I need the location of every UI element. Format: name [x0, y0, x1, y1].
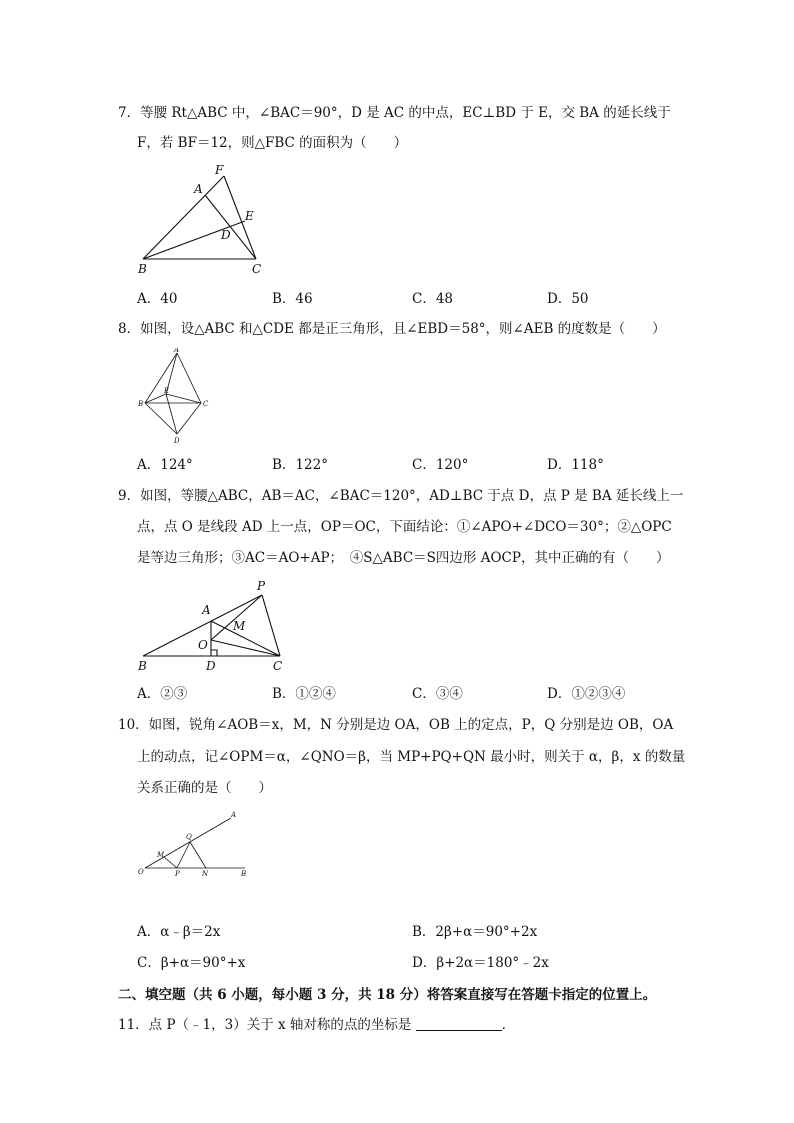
q9-label-a: A: [202, 603, 211, 617]
q8-label-d: D: [174, 437, 180, 445]
q8-line-cd: [177, 403, 201, 434]
q8-option-c[interactable]: C．120°: [412, 457, 469, 473]
q9-text-line1: 9．如图，等腰△ABC，AB＝AC，∠BAC＝120°，AD⊥BC 于点 D，点 P 是 BA 延长线上一: [118, 488, 684, 504]
q7-option-a[interactable]: A．40: [137, 291, 178, 307]
q11-text: [118, 1016, 515, 1034]
q8-figure: [135, 348, 215, 448]
q8-line-ec: [166, 394, 201, 403]
q8-label-c: C: [203, 400, 209, 408]
q9-text-line3: 是等边三角形；③AC＝AO+AP； ④S△ABC＝S四边形 AOCP，其中正确的有（ ）: [137, 550, 670, 566]
q11-period: ．: [501, 1017, 516, 1033]
q10-option-b[interactable]: B．2β+α＝90°+2x: [412, 924, 538, 940]
q7-option-c[interactable]: C．48: [412, 291, 454, 307]
q7-text-line1: 7．等腰 Rt△ABC 中，∠BAC＝90°，D 是 AC 的中点，EC⊥BD 于 E，交 BA 的延长线于: [118, 105, 671, 121]
q10-figure: [135, 810, 255, 880]
q8-line-ed: [166, 394, 177, 434]
q10-label-n: N: [202, 870, 209, 878]
q7-figure: [135, 163, 295, 278]
q9-line-oc: [211, 640, 280, 656]
q10-option-d[interactable]: D．β+2α＝180°﹣2x: [412, 955, 549, 971]
q9-label-o: O: [198, 638, 208, 652]
q10-text-line1: 10．如图，锐角∠AOB＝x，M，N 分别是边 OA，OB 上的定点，P，Q 分别是边 OB，OA: [118, 717, 674, 733]
q7-line-ac: [205, 195, 256, 259]
q9-option-a[interactable]: A．②③: [137, 686, 188, 702]
q8-option-b[interactable]: B．122°: [272, 457, 328, 473]
q9-line-pc: [262, 595, 280, 656]
q7-label-d: D: [221, 228, 231, 242]
q10-option-c[interactable]: C．β+α＝90°+x: [137, 955, 246, 971]
q9-line-ac: [211, 621, 280, 656]
section2-heading: 二、填空题（共 6 小题，每小题 3 分，共 18 分）将答案直接写在答题卡指定的位置上。: [118, 987, 657, 1003]
q8-option-a[interactable]: A．124°: [137, 457, 193, 473]
q8-text-line1: 8．如图，设△ABC 和△CDE 都是正三角形，且∠EBD＝58°，则∠AEB 的度数是（ ）: [118, 321, 666, 337]
q11-question: 11．点 P（﹣1，3）关于 x 轴对称的点的坐标是: [118, 1017, 412, 1033]
q7-line-bf: [143, 176, 224, 259]
q7-label-a: A: [194, 182, 203, 196]
q10-ray-oa: [145, 818, 231, 868]
q10-line-qn: [190, 842, 206, 868]
q9-label-d: D: [206, 659, 216, 673]
q10-label-a: A: [231, 811, 237, 819]
q8-label-e: E: [164, 387, 170, 395]
q10-label-m: M: [157, 851, 165, 859]
q7-text-line2: F，若 BF＝12，则△FBC 的面积为（ ）: [137, 135, 408, 151]
q8-label-a: A: [174, 348, 180, 354]
q10-option-a[interactable]: A．α﹣β＝2x: [137, 924, 221, 940]
q8-line-ac: [177, 353, 201, 403]
q10-text-line2: 上的动点，记∠OPM＝α，∠QNO＝β，当 MP+PQ+QN 最小时，则关于 α，β，x 的数量: [137, 749, 686, 765]
q9-option-c[interactable]: C．③④: [412, 686, 463, 702]
q7-label-c: C: [252, 262, 262, 276]
q9-figure: [135, 577, 295, 675]
q10-label-q: Q: [186, 833, 192, 841]
q8-line-bd: [145, 403, 177, 434]
q10-label-o: O: [138, 868, 144, 876]
q7-label-f: F: [215, 163, 224, 177]
q7-option-b[interactable]: B．46: [272, 291, 313, 307]
q8-label-b: B: [138, 400, 144, 408]
q7-label-e: E: [245, 209, 254, 223]
q10-line-mp: [164, 857, 177, 868]
q9-option-d[interactable]: D．①②③④: [547, 686, 626, 702]
q10-label-b: B: [241, 870, 247, 878]
q10-text-line3: 关系正确的是（ ）: [137, 780, 272, 796]
q9-label-b: B: [138, 659, 147, 673]
q9-right-angle-mark: [211, 650, 217, 656]
q11-answer-blank[interactable]: [416, 1016, 502, 1031]
q9-text-line2: 点，点 O 是线段 AD 上一点，OP＝OC，下面结论：①∠APO+∠DCO＝30°；②△OPC: [137, 519, 672, 535]
q9-label-p: P: [257, 579, 266, 593]
q9-option-b[interactable]: B．①②④: [272, 686, 336, 702]
q7-label-b: B: [138, 262, 147, 276]
q9-label-m: M: [233, 619, 246, 633]
q9-label-c: C: [273, 659, 283, 673]
q10-label-p: P: [175, 870, 180, 878]
q8-option-d[interactable]: D．118°: [547, 457, 604, 473]
q7-option-d[interactable]: D．50: [547, 291, 589, 307]
